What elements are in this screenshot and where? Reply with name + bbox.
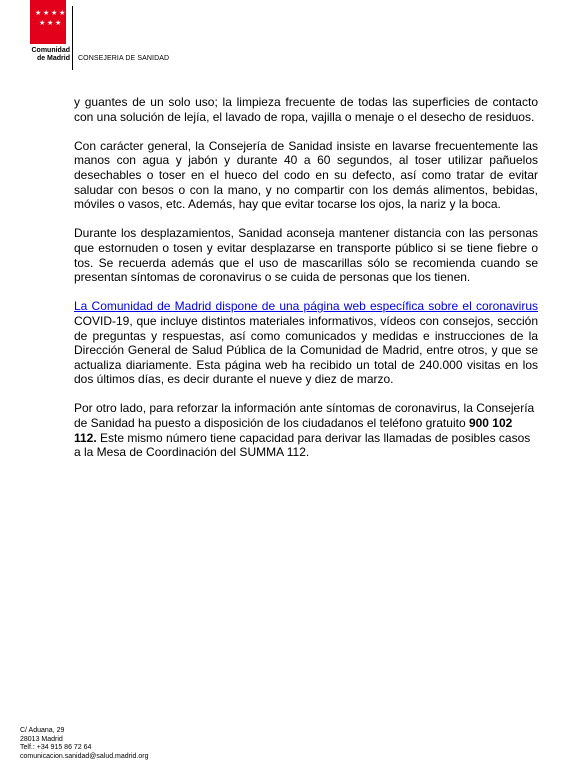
paragraph: y guantes de un solo uso; la limpieza frecuente de todas las superficies de contacto con una solución de lejía, el lavado de ropa, vajilla o menaje o el desecho de residuos. bbox=[74, 95, 538, 124]
star-icon: ★ bbox=[47, 20, 54, 27]
paragraph: Con carácter general, la Consejería de Sanidad insiste en lavarse frecuentemente las manos con agua y jabón y durante 40 a 60 segundos, al toser utilizar pañuelos desechables o toser en el hueco del codo en su defecto, así como tratar de evitar saludar con besos o con la mano, y no compartir con los demás alimentos, bebidas, móviles o vasos, etc. Además, hay que evitar tocarse los ojos, la nariz y la boca. bbox=[74, 138, 538, 212]
coronavirus-web-link[interactable]: La Comunidad de Madrid dispone de una página web específica sobre el coronavirus bbox=[74, 299, 538, 314]
star-icon: ★ bbox=[43, 10, 50, 17]
paragraph-text: COVID-19, que incluye distintos materiales informativos, vídeos con consejos, sección de preguntas y respuestas, así como comunicados y medidas e instrucciones de la Dirección General de Salud Pública de la Comunidad de Madrid, entre otros, y que se actualiza diariamente. Esta página web ha recibido un total de 240.000 visitas en los dos últimos días, es decir durante el nueve y diez de marzo. bbox=[74, 313, 538, 387]
org-name-line1: Comunidad bbox=[31, 47, 70, 54]
star-icon: ★ bbox=[55, 20, 62, 27]
document-body bbox=[74, 95, 538, 474]
header-divider bbox=[72, 6, 73, 70]
star-icon: ★ bbox=[51, 10, 58, 17]
footer-contact bbox=[20, 727, 149, 761]
footer-city: 28013 Madrid bbox=[20, 735, 63, 743]
paragraph-text: Por otro lado, para reforzar la información ante síntomas de coronavirus, la Consejería de Sanidad ha puesto a disposición de los ciudadanos el teléfono gratuito bbox=[74, 401, 535, 431]
organization-name bbox=[14, 47, 70, 62]
org-name-line2: de Madrid bbox=[36, 54, 70, 62]
footer-email: comunicacion.sanidad@salud.madrid.org bbox=[20, 752, 149, 760]
paragraph-text: Este mismo número tiene capacidad para derivar las llamadas de posibles casos a la Mesa de Coordinación del SUMMA 112. bbox=[74, 430, 531, 460]
paragraph: Durante los desplazamientos, Sanidad aconseja mantener distancia con las personas que estornuden o tosen y evitar desplazarse en transporte público si se tiene fiebre o tos. Se recuerda además que el uso de mascarillas sólo se recomienda cuando se presentan síntomas de coronavirus o se cuida de personas que los tienen. bbox=[74, 226, 538, 285]
star-icon: ★ bbox=[39, 20, 46, 27]
star-icon: ★ bbox=[59, 10, 66, 17]
department-name: CONSEJERÍA DE SANIDAD bbox=[78, 55, 170, 62]
footer-address: C/ Aduana, 29 bbox=[20, 727, 65, 734]
paragraph bbox=[74, 401, 538, 459]
star-icon: ★ bbox=[35, 10, 42, 17]
seven-stars-flag-icon bbox=[30, 0, 66, 44]
phone-number: 900 102 112. bbox=[74, 416, 513, 445]
paragraph bbox=[74, 299, 538, 387]
footer-phone: Telf.: +34 915 86 72 64 bbox=[20, 744, 92, 751]
